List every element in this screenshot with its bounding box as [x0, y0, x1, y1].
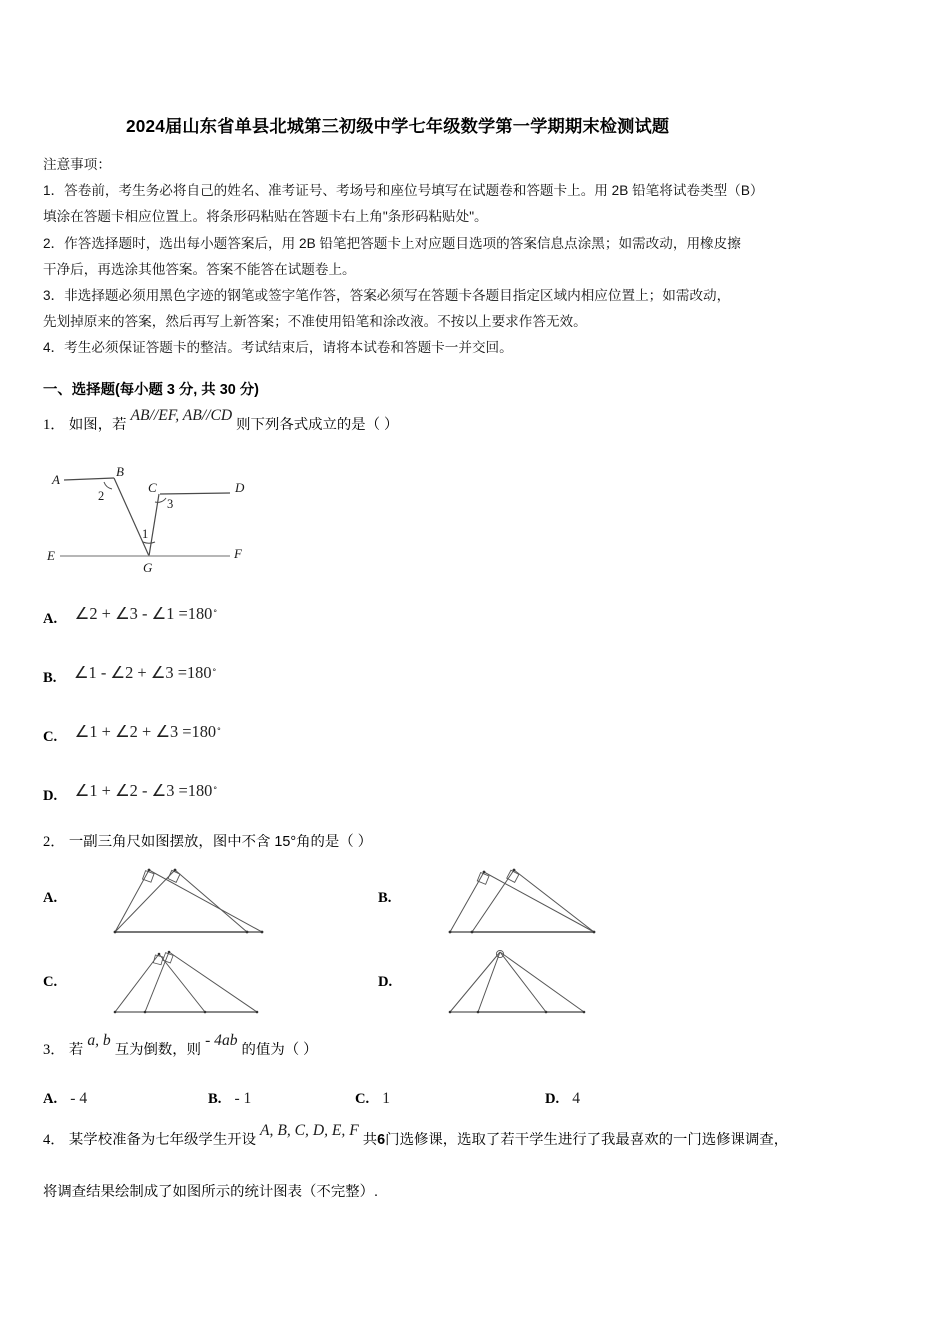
- question-1-number: 1．: [43, 417, 65, 433]
- question-2-stem: [43, 830, 372, 851]
- option-value: - 1: [234, 1090, 252, 1107]
- notice-item: 1．答卷前，考生务必将自己的姓名、准考证号、考场号和座位号填写在试题卷和答题卡上。用 2B 铅笔将试卷类型（B）: [43, 183, 764, 199]
- question-1-option-a[interactable]: [43, 604, 217, 628]
- question-3-stem-prefix: 若: [68, 1042, 84, 1058]
- question-2-option-d-label[interactable]: D.: [378, 974, 393, 990]
- question-1-stem-prefix: 如图，若: [68, 417, 127, 433]
- triangle-pair-b[interactable]: [407, 862, 657, 947]
- question-4-stem-mid: 共: [362, 1132, 378, 1148]
- option-value: - 4: [70, 1090, 88, 1107]
- notice-item: 4．考生必须保证答题卡的整洁。考试结束后，请将本试卷和答题卡一并交回。: [43, 340, 513, 356]
- question-1-stem-math: AB//EF, AB//CD: [130, 407, 233, 424]
- degree-symbol: °: [213, 785, 217, 795]
- parallel-lines-figure: [42, 458, 307, 583]
- option-label: D.: [43, 788, 58, 804]
- question-2-stem-text: 一副三角尺如图摆放，图中不含 15°角的是（ ）: [68, 834, 373, 850]
- option-label: D.: [545, 1091, 560, 1107]
- notice-item: 3．非选择题必须用黑色字迹的钢笔或签字笔作答，答案必须写在答题卡各题目指定区域内相应位置上；如需改动，: [43, 288, 731, 304]
- triangle-pair-d[interactable]: [407, 946, 657, 1031]
- question-3-option-c[interactable]: [355, 1090, 390, 1108]
- section-header: 一、选择题(每小题 3 分, 共 30 分): [43, 382, 259, 398]
- page-title: 2024届山东省单县北城第三初级中学七年级数学第一学期期末检测试题: [126, 116, 670, 136]
- figure-angle-3: 3: [167, 497, 174, 511]
- notice-item: 先划掉原来的答案，然后再写上新答案；不准使用铅笔和涂改液。不按以上要求作答无效。: [43, 314, 587, 330]
- figure-angle-1: 1: [142, 527, 149, 541]
- question-1-option-c[interactable]: [43, 722, 221, 746]
- notice-item: 2．作答选择题时，选出每小题答案后，用 2B 铅笔把答题卡上对应题目选项的答案信息点涂黑；如需改动，用橡皮擦: [43, 235, 741, 251]
- option-label: A.: [43, 611, 58, 627]
- question-3-option-a[interactable]: [43, 1090, 87, 1108]
- question-3-option-d[interactable]: [545, 1090, 580, 1108]
- question-2-number: 2．: [43, 834, 65, 850]
- question-4-stem-prefix: 某学校准备为七年级学生开设: [68, 1132, 256, 1148]
- question-1-option-b[interactable]: [43, 663, 217, 687]
- option-label: B.: [208, 1091, 222, 1107]
- question-1-option-d[interactable]: [43, 781, 217, 805]
- question-3-stem: [43, 1032, 318, 1059]
- question-3-stem-mid: 互为倒数，则: [114, 1042, 202, 1058]
- triangle-pair-a[interactable]: [72, 862, 322, 947]
- figure-label-e: E: [47, 548, 55, 563]
- option-value: 4: [572, 1090, 581, 1107]
- question-4-stem-suffix: 门选修课，选取了若干学生进行了我最喜欢的一门选修课调查，: [385, 1132, 789, 1148]
- option-math: ∠1 - ∠2 + ∠3 =180: [73, 663, 212, 682]
- option-label: C.: [355, 1091, 370, 1107]
- option-label: B.: [43, 670, 57, 686]
- notice-heading: 注意事项：: [43, 157, 111, 172]
- question-3-math-expr: - 4ab: [205, 1032, 238, 1049]
- question-4-course-count: 6: [377, 1132, 386, 1148]
- triangle-pair-c[interactable]: [72, 946, 322, 1031]
- question-2-option-a-label[interactable]: A.: [43, 890, 58, 906]
- figure-label-g: G: [143, 560, 153, 575]
- question-4-stem-line2: 将调查结果绘制成了如图所示的统计图表（不完整）.: [43, 1184, 378, 1200]
- option-label: A.: [43, 1091, 58, 1107]
- figure-angle-2: 2: [98, 489, 105, 503]
- option-math: ∠1 + ∠2 + ∠3 =180: [74, 722, 217, 741]
- notice-item: 干净后，再选涂其他答案。答案不能答在试题卷上。: [43, 261, 356, 277]
- option-math: ∠2 + ∠3 - ∠1 =180: [74, 604, 213, 623]
- option-math: ∠1 + ∠2 - ∠3 =180: [74, 781, 213, 800]
- question-3-number: 3．: [43, 1042, 65, 1058]
- degree-symbol: °: [212, 667, 217, 677]
- question-3-math-ab: a, b: [87, 1032, 111, 1049]
- degree-symbol: °: [217, 726, 221, 736]
- question-3-option-b[interactable]: [208, 1090, 251, 1108]
- figure-label-b: B: [116, 464, 124, 479]
- degree-symbol: °: [213, 608, 217, 618]
- question-4-course-list: A, B, C, D, E, F: [260, 1122, 359, 1139]
- question-2-option-b-label[interactable]: B.: [378, 890, 392, 906]
- question-3-stem-suffix: 的值为（ ）: [241, 1042, 318, 1058]
- question-1-stem-suffix: 则下列各式成立的是（ ）: [236, 417, 399, 433]
- notice-block: [43, 152, 923, 362]
- figure-label-a: A: [52, 472, 60, 487]
- figure-label-c: C: [148, 480, 157, 495]
- option-label: C.: [43, 729, 58, 745]
- figure-label-d: D: [235, 480, 245, 495]
- notice-item: 填涂在答题卡相应位置上。将条形码粘贴在答题卡右上角"条形码粘贴处"。: [43, 209, 488, 225]
- question-4-number: 4．: [43, 1132, 65, 1148]
- figure-label-f: F: [234, 546, 242, 561]
- question-1-stem: [43, 407, 399, 434]
- question-4-stem: [43, 1122, 789, 1149]
- option-value: 1: [382, 1090, 391, 1107]
- question-2-option-c-label[interactable]: C.: [43, 974, 58, 990]
